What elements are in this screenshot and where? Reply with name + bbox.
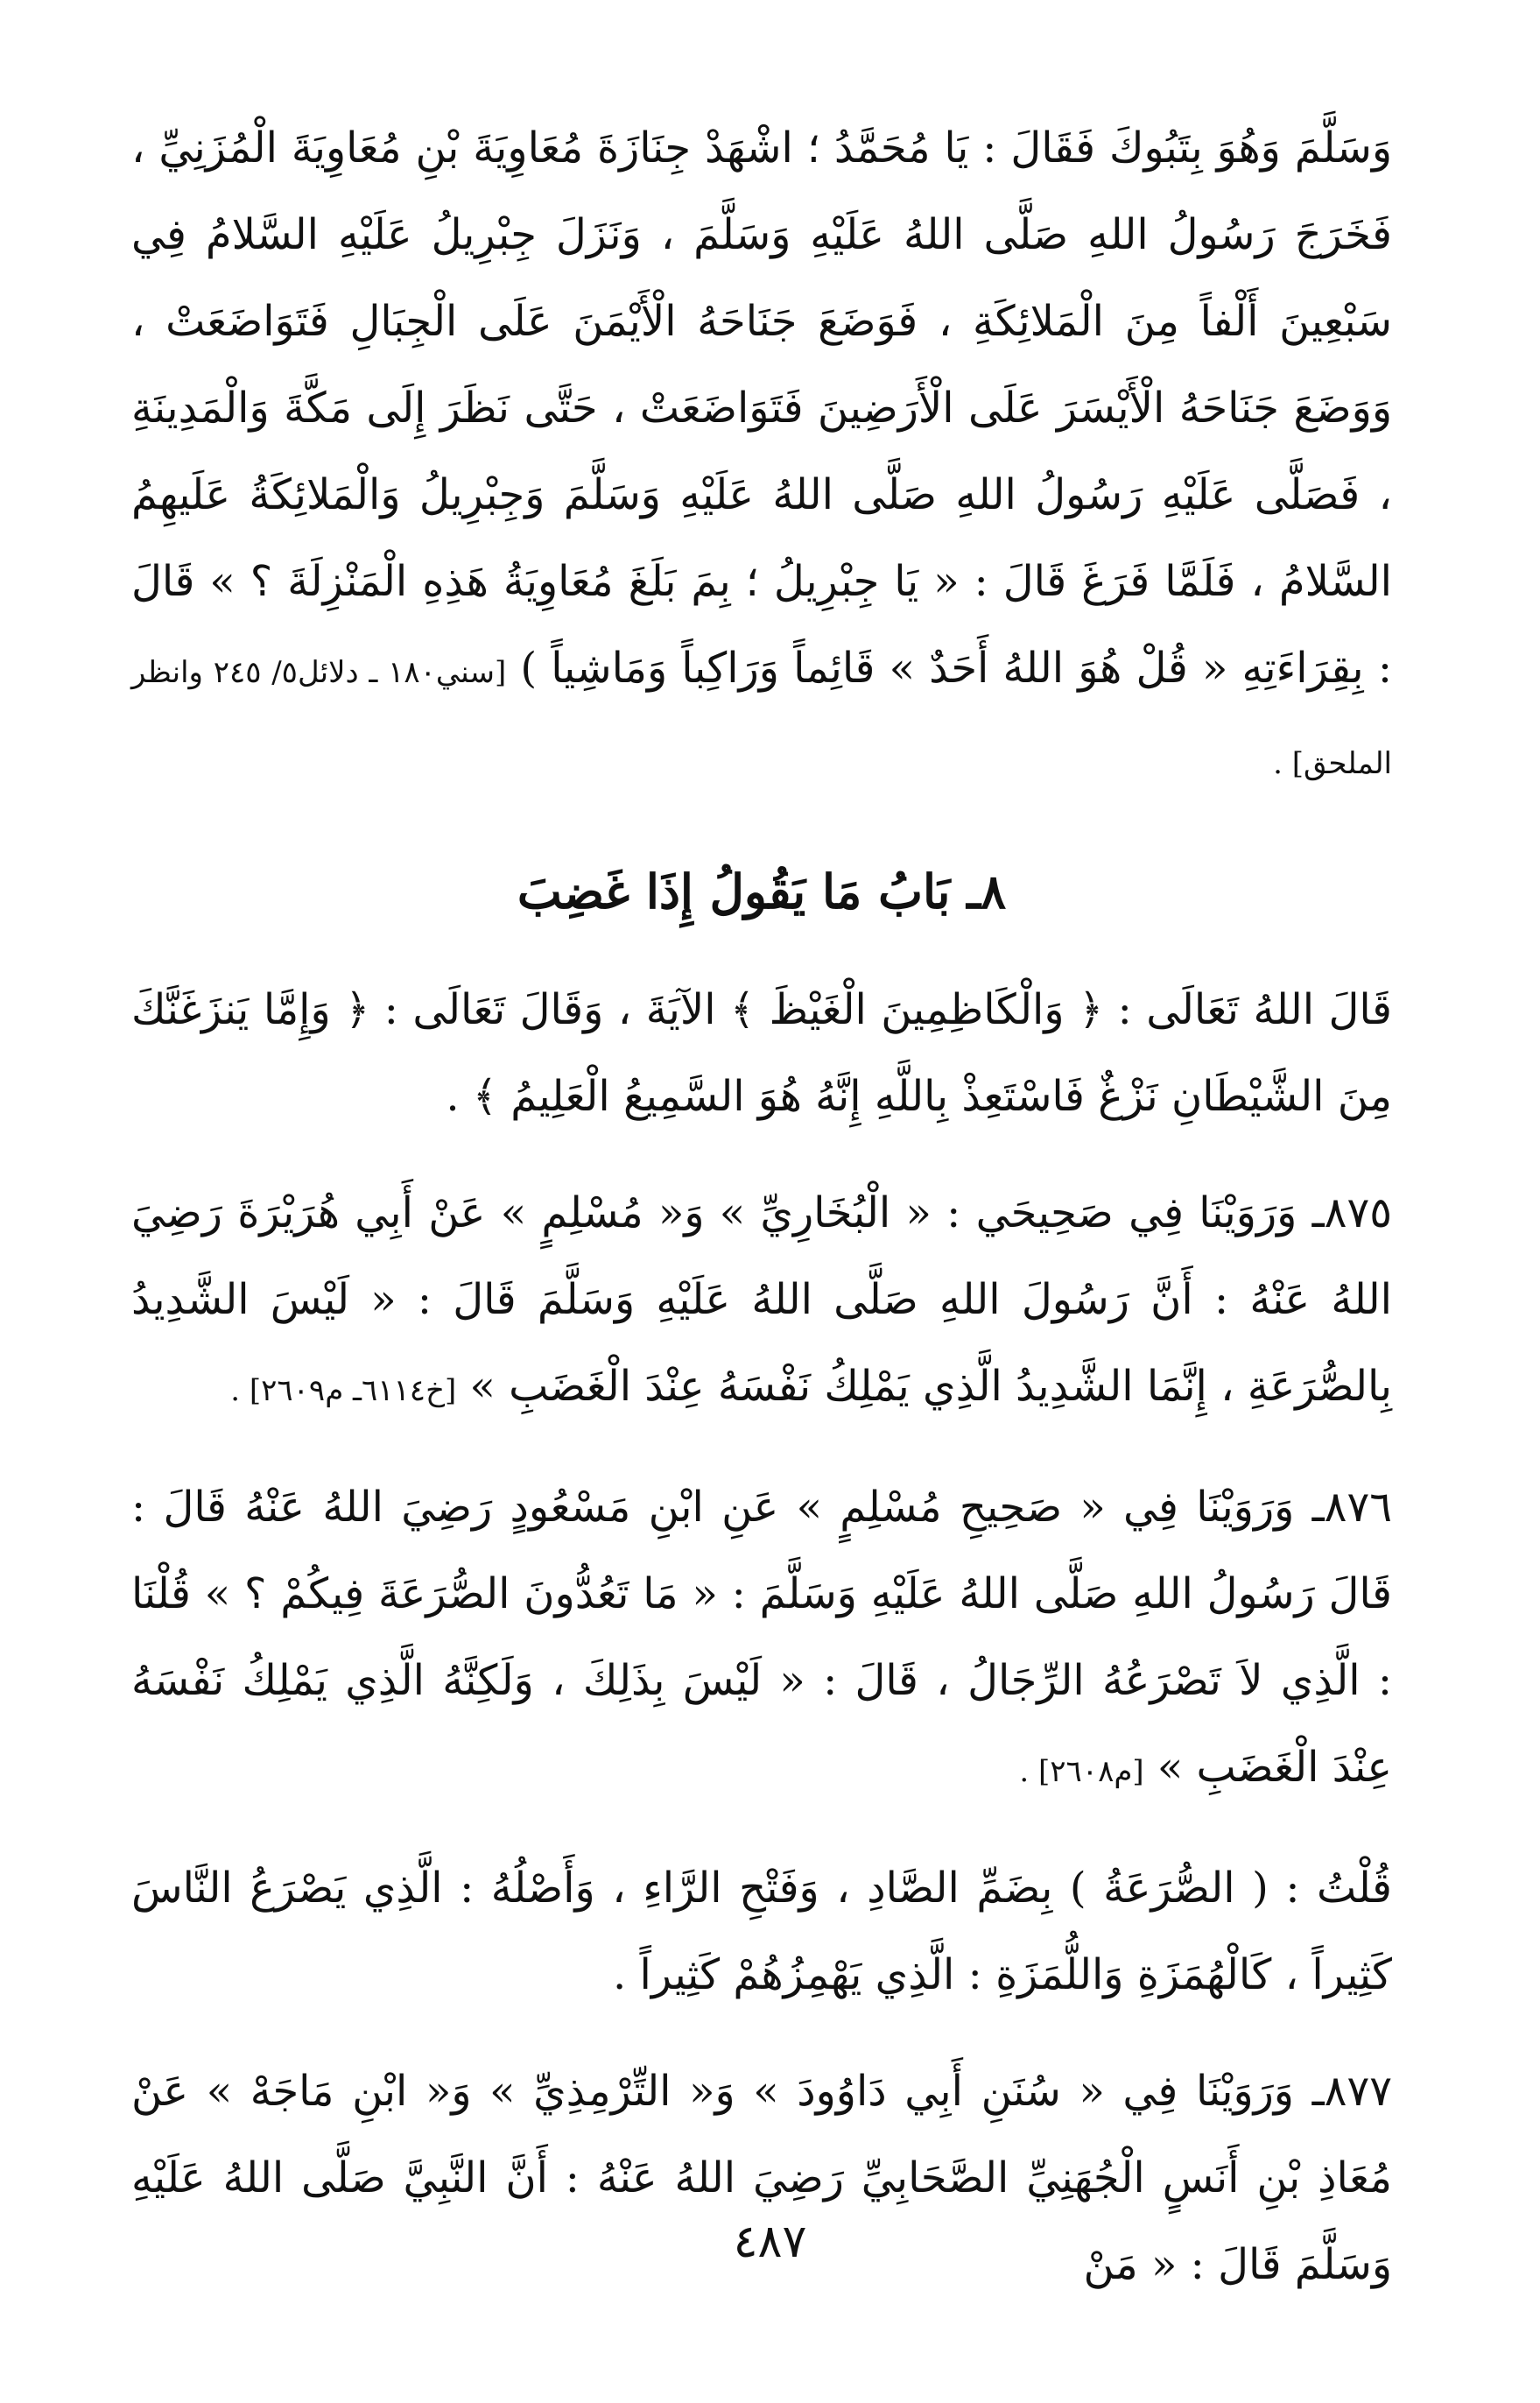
paragraph-hadith-876 — [131, 1464, 1392, 1815]
paragraph-hadith-877 — [131, 2048, 1392, 2308]
citation: [م٢٦٠٨] . — [1019, 1754, 1144, 1789]
paragraph-quran-verses — [131, 967, 1392, 1140]
citation: [سني١٨٠ ـ دلائل٥/ ٢٤٥ وانظر الملحق] . — [131, 655, 1392, 781]
paragraph-text: وَسَلَّمَ وَهُوَ بِتَبُوكَ فَقَالَ : يَا مُحَمَّدُ ؛ اشْهَدْ جِنَازَةَ مُعَاوِيَةَ بْنِ مُعَاوِيَةَ الْمُزَنِيِّ ، فَخَرَجَ رَسُولُ اللهِ صَلَّى اللهُ عَلَيْهِ وَسَلَّمَ ، وَنَزَلَ جِبْرِيلُ عَلَيْهِ السَّلامُ فِي سَبْعِينَ أَلْفاً مِنَ الْمَلائِكَةِ ، فَوَضَعَ جَنَاحَهُ الْأَيْمَنَ عَلَى الْجِبَالِ فَتَوَاضَعَتْ ، وَوَضَعَ جَنَاحَهُ الْأَيْسَرَ عَلَى الْأَرَضِينَ فَتَوَاضَعَتْ ، حَتَّى نَظَرَ إِلَى مَكَّةَ وَالْمَدِينَةِ ، فَصَلَّى عَلَيْهِ رَسُولُ اللهِ صَلَّى اللهُ عَلَيْهِ وَسَلَّمَ وَجِبْرِيلُ وَالْمَلائِكَةُ عَلَيهِمُ السَّلامُ ، فَلَمَّا فَرَغَ قَالَ : « يَا جِبْرِيلُ ؛ بِمَ بَلَغَ مُعَاوِيَةُ هَذِهِ الْمَنْزِلَةَ ؟ » قَالَ : بِقِرَاءَتِهِ « قُلْ هُوَ اللهُ أَحَدٌ » قَائِماً وَرَاكِباً وَمَاشِياً ) — [131, 123, 1392, 693]
citation: [خ٦١١٤ـ م٢٦٠٩] . — [230, 1373, 457, 1408]
paragraph-text: ٨٧٦ـ وَرَوَيْنَا فِي « صَحِيحِ مُسْلِمٍ » عَنِ ابْنِ مَسْعُودٍ رَضِيَ اللهُ عَنْهُ قَالَ : قَالَ رَسُولُ اللهِ صَلَّى اللهُ عَلَيْهِ وَسَلَّمَ : « مَا تَعُدُّونَ الصُّرَعَةَ فِيكُمْ ؟ » قُلْنَا : الَّذِي لاَ تَصْرَعُهُ الرِّجَالُ ، قَالَ : « لَيْسَ بِذَلِكَ ، وَلَكِنَّهُ الَّذِي يَمْلِكُ نَفْسَهُ عِنْدَ الْغَضَبِ » — [131, 1483, 1392, 1792]
chapter-title: ٨ـ بَابُ مَا يَقُولُ إِذَا غَضِبَ — [517, 863, 1007, 920]
paragraph-hadith-continuation — [131, 105, 1392, 807]
paragraph-text: ٨٧٥ـ وَرَوَيْنَا فِي صَحِيحَي : « الْبُخَارِيِّ » وَ« مُسْلِمٍ » عَنْ أَبِي هُرَيْرَةَ رَضِيَ اللهُ عَنْهُ : أَنَّ رَسُولَ اللهِ صَلَّى اللهُ عَلَيْهِ وَسَلَّمَ قَالَ : « لَيْسَ الشَّدِيدُ بِالصُّرَعَةِ ، إِنَّمَا الشَّدِيدُ الَّذِي يَمْلِكُ نَفْسَهُ عِنْدَ الْغَضَبِ » — [131, 1188, 1392, 1411]
paragraph-commentary — [131, 1845, 1392, 2019]
paragraph-text: ٨٧٧ـ وَرَوَيْنَا فِي « سُنَنِ أَبِي دَاوُودَ » وَ« التِّرْمِذِيِّ » وَ« ابْنِ مَاجَهْ » عَنْ مُعَاذِ بْنِ أَنَسٍ الْجُهَنِيِّ الصَّحَابِيِّ رَضِيَ اللهُ عَنْهُ : أَنَّ النَّبِيَّ صَلَّى اللهُ عَلَيْهِ وَسَلَّمَ قَالَ : « مَنْ — [131, 2067, 1392, 2289]
page-body — [131, 105, 1392, 2308]
paragraph-text: قُلْتُ : ( الصُّرَعَةُ ) بِضَمِّ الصَّادِ ، وَفَتْحِ الرَّاءِ ، وَأَصْلُهُ : الَّذِي يَصْرَعُ النَّاسَ كَثِيراً ، كَالْهُمَزَةِ وَاللُّمَزَةِ : الَّذِي يَهْمِزُهُمْ كَثِيراً . — [131, 1864, 1392, 1999]
paragraph-text: قَالَ اللهُ تَعَالَى : ﴿ وَالْكَاظِمِينَ الْغَيْظَ ﴾ الآيَةَ ، وَقَالَ تَعَالَى : ﴿ وَإِمَّا يَنزَغَنَّكَ مِنَ الشَّيْطَانِ نَزْغٌ فَاسْتَعِذْ بِاللَّهِ إِنَّهُ هُوَ السَّمِيعُ الْعَلِيمُ ﴾ . — [131, 985, 1392, 1121]
page-number: ٤٨٧ — [733, 2216, 807, 2268]
paragraph-hadith-875 — [131, 1170, 1392, 1434]
